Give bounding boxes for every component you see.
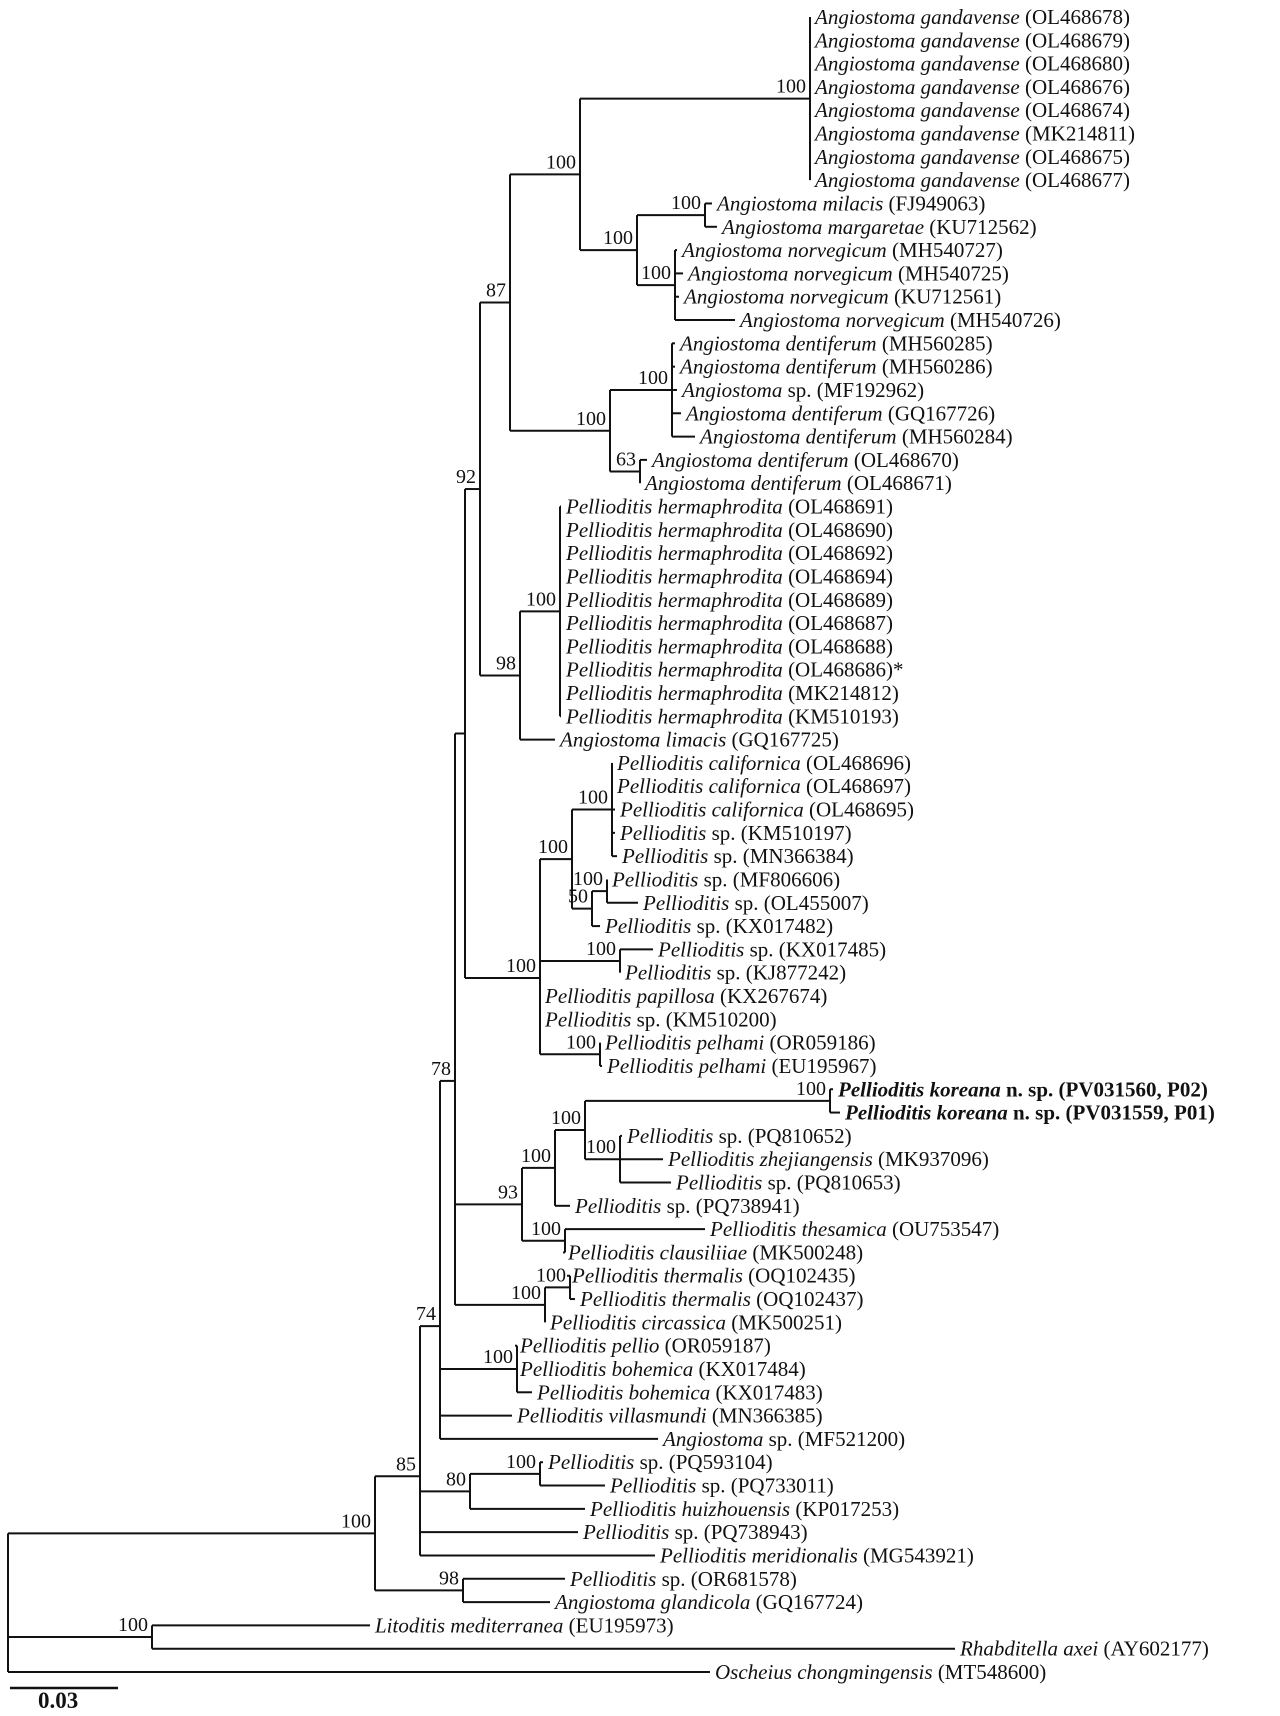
bootstrap-value: 100 [573, 868, 603, 891]
taxon-label: Pellioditis sp. (PQ738941) [575, 1193, 800, 1218]
taxon-label: Pellioditis sp. (OL455007) [643, 890, 869, 915]
taxon-label: Pellioditis koreana n. sp. (PV031559, P01) [845, 1100, 1215, 1125]
taxon-label: Angiostoma margaretae (KU712562) [722, 214, 1037, 239]
taxon-label: Angiostoma norvegicum (KU712561) [684, 284, 1002, 309]
taxon-label: Pellioditis koreana n. sp. (PV031560, P02) [838, 1077, 1208, 1102]
taxon-label: Pellioditis hermaphrodita (KM510193) [566, 704, 899, 729]
taxon-label: Pellioditis thermalis (OQ102437) [580, 1287, 864, 1312]
taxon-label: Pellioditis clausiliiae (MK500248) [568, 1240, 864, 1265]
taxon-label: Pellioditis bohemica (KX017483) [537, 1380, 823, 1405]
taxon-label: Pellioditis sp. (PQ733011) [610, 1473, 834, 1498]
bootstrap-value: 85 [396, 1453, 416, 1476]
taxon-label: Pellioditis sp. (KX017482) [605, 914, 834, 939]
bootstrap-value: 80 [446, 1468, 466, 1491]
taxon-label: Angiostoma dentiferum (OL468671) [645, 471, 952, 496]
bootstrap-value: 100 [341, 1510, 371, 1533]
scale-bar-label: 0.03 [38, 1688, 79, 1713]
taxon-label: Oscheius chongmingensis (MT548600) [715, 1660, 1047, 1685]
taxon-label: Pellioditis zhejiangensis (MK937096) [668, 1147, 989, 1172]
taxon-label: Angiostoma milacis (FJ949063) [717, 191, 986, 216]
bootstrap-value: 98 [439, 1567, 459, 1590]
taxon-label: Pellioditis meridionalis (MG543921) [660, 1543, 974, 1568]
bootstrap-value: 87 [486, 279, 506, 302]
taxon-label: Angiostoma sp. (MF521200) [663, 1426, 906, 1451]
taxon-label: Angiostoma glandicola (GQ167724) [555, 1590, 863, 1615]
taxon-label: Pellioditis pellio (OR059187) [520, 1333, 771, 1358]
taxon-label: Pellioditis thesamica (OU753547) [710, 1217, 1000, 1242]
bootstrap-value: 100 [506, 954, 536, 977]
taxon-label: Pellioditis circassica (MK500251) [550, 1310, 843, 1335]
bootstrap-value: 100 [603, 227, 633, 250]
taxon-label: Angiostoma gandavense (OL468675) [815, 144, 1130, 169]
taxon-label: Angiostoma norvegicum (MH540725) [688, 261, 1009, 286]
taxon-label: Pellioditis sp. (KJ877242) [625, 960, 847, 985]
taxon-label: Pellioditis sp. (MN366384) [622, 844, 854, 869]
taxon-label: Pellioditis sp. (PQ810652) [627, 1123, 852, 1148]
bootstrap-value: 100 [638, 366, 668, 389]
taxon-label: Pellioditis huizhouensis (KP017253) [590, 1496, 900, 1521]
bootstrap-value: 100 [586, 938, 616, 961]
bootstrap-value: 100 [566, 1031, 596, 1054]
bootstrap-value: 100 [118, 1614, 148, 1637]
taxon-label: Pellioditis hermaphrodita (OL468686)* [566, 657, 904, 682]
bootstrap-value: 100 [576, 407, 606, 430]
taxon-label: Pellioditis villasmundi (MN366385) [517, 1403, 823, 1428]
bootstrap-value: 74 [416, 1303, 436, 1326]
taxon-label: Angiostoma sp. (MF192962) [682, 377, 925, 402]
bootstrap-value: 100 [796, 1077, 826, 1100]
taxon-label: Pellioditis hermaphrodita (OL468694) [566, 564, 894, 589]
taxon-label: Angiostoma dentiferum (MH560285) [680, 331, 993, 356]
taxon-label: Angiostoma gandavense (OL468676) [815, 74, 1130, 99]
taxon-label: Pellioditis bohemica (KX017484) [520, 1356, 806, 1381]
taxon-label: Litoditis mediterranea (EU195973) [375, 1613, 674, 1638]
bootstrap-value: 100 [546, 151, 576, 174]
bootstrap-value: 98 [496, 652, 516, 675]
bootstrap-value: 93 [498, 1181, 518, 1204]
taxon-label: Angiostoma dentiferum (GQ167726) [686, 401, 996, 426]
taxon-label: Pellioditis sp. (PQ593104) [548, 1450, 773, 1475]
bootstrap-value: 100 [511, 1281, 541, 1304]
taxon-label: Pellioditis sp. (KM510200) [545, 1007, 777, 1032]
taxon-label: Pellioditis papillosa (KX267674) [545, 984, 828, 1009]
bootstrap-value: 100 [578, 786, 608, 809]
bootstrap-value: 63 [616, 448, 636, 471]
taxon-label: Pellioditis sp. (MF806606) [612, 867, 841, 892]
taxon-label: Angiostoma dentiferum (MH560286) [680, 354, 993, 379]
bootstrap-value: 100 [483, 1345, 513, 1368]
taxon-label: Angiostoma gandavense (OL468680) [815, 51, 1130, 76]
taxon-label: Pellioditis californica (OL468696) [617, 750, 911, 775]
taxon-label: Angiostoma norvegicum (MH540727) [682, 238, 1003, 263]
taxon-label: Angiostoma gandavense (OL468678) [815, 5, 1130, 29]
taxon-label: Pellioditis pelhami (OR059186) [605, 1030, 876, 1055]
bootstrap-value: 92 [456, 466, 476, 489]
taxon-label: Pellioditis hermaphrodita (OL468689) [566, 587, 894, 612]
taxon-label: Angiostoma gandavense (OL468679) [815, 28, 1130, 53]
bootstrap-value: 100 [536, 1264, 566, 1287]
taxon-label: Angiostoma dentiferum (MH560284) [700, 424, 1013, 449]
taxon-label: Angiostoma gandavense (MK214811) [815, 121, 1136, 146]
bootstrap-value: 100 [506, 1450, 536, 1473]
taxon-label: Pellioditis sp. (PQ738943) [583, 1520, 808, 1545]
bootstrap-value: 100 [526, 588, 556, 611]
taxon-label: Angiostoma gandavense (OL468674) [815, 98, 1130, 123]
taxon-label: Pellioditis hermaphrodita (OL468692) [566, 541, 894, 566]
taxon-label: Angiostoma limacis (GQ167725) [560, 727, 839, 752]
taxon-label: Angiostoma norvegicum (MH540726) [740, 308, 1061, 333]
taxon-label: Angiostoma dentiferum (OL468670) [652, 447, 959, 472]
bootstrap-value: 100 [538, 836, 568, 859]
bootstrap-value: 100 [521, 1144, 551, 1167]
taxon-label: Pellioditis sp. (KX017485) [658, 937, 887, 962]
bootstrap-value: 78 [431, 1057, 451, 1080]
taxon-label: Pellioditis thermalis (OQ102435) [572, 1263, 856, 1288]
taxon-label: Pellioditis hermaphrodita (OL468690) [566, 517, 894, 542]
taxon-label: Pellioditis sp. (OR681578) [570, 1566, 797, 1591]
taxon-label: Pellioditis hermaphrodita (MK214812) [566, 680, 899, 705]
bootstrap-value: 100 [671, 192, 701, 215]
taxon-label: Pellioditis californica (OL468697) [617, 774, 911, 799]
taxon-label: Pellioditis sp. (PQ810653) [676, 1170, 901, 1195]
bootstrap-value: 50 [568, 885, 588, 908]
taxon-label: Pellioditis californica (OL468695) [620, 797, 914, 822]
taxon-label: Pellioditis sp. (KM510197) [620, 820, 852, 845]
taxon-label: Pellioditis hermaphrodita (OL468691) [566, 494, 894, 519]
taxon-label: Pellioditis pelhami (EU195967) [607, 1053, 877, 1078]
bootstrap-value: 100 [641, 262, 671, 285]
taxon-label: Pellioditis hermaphrodita (OL468687) [566, 611, 894, 636]
taxon-label: Angiostoma gandavense (OL468677) [815, 168, 1130, 193]
bootstrap-value: 100 [531, 1217, 561, 1240]
bootstrap-value: 100 [586, 1136, 616, 1159]
bootstrap-value: 100 [776, 75, 806, 98]
taxon-label: Rhabditella axei (AY602177) [960, 1636, 1209, 1661]
bootstrap-value: 100 [551, 1107, 581, 1130]
taxon-label: Pellioditis hermaphrodita (OL468688) [566, 634, 894, 659]
